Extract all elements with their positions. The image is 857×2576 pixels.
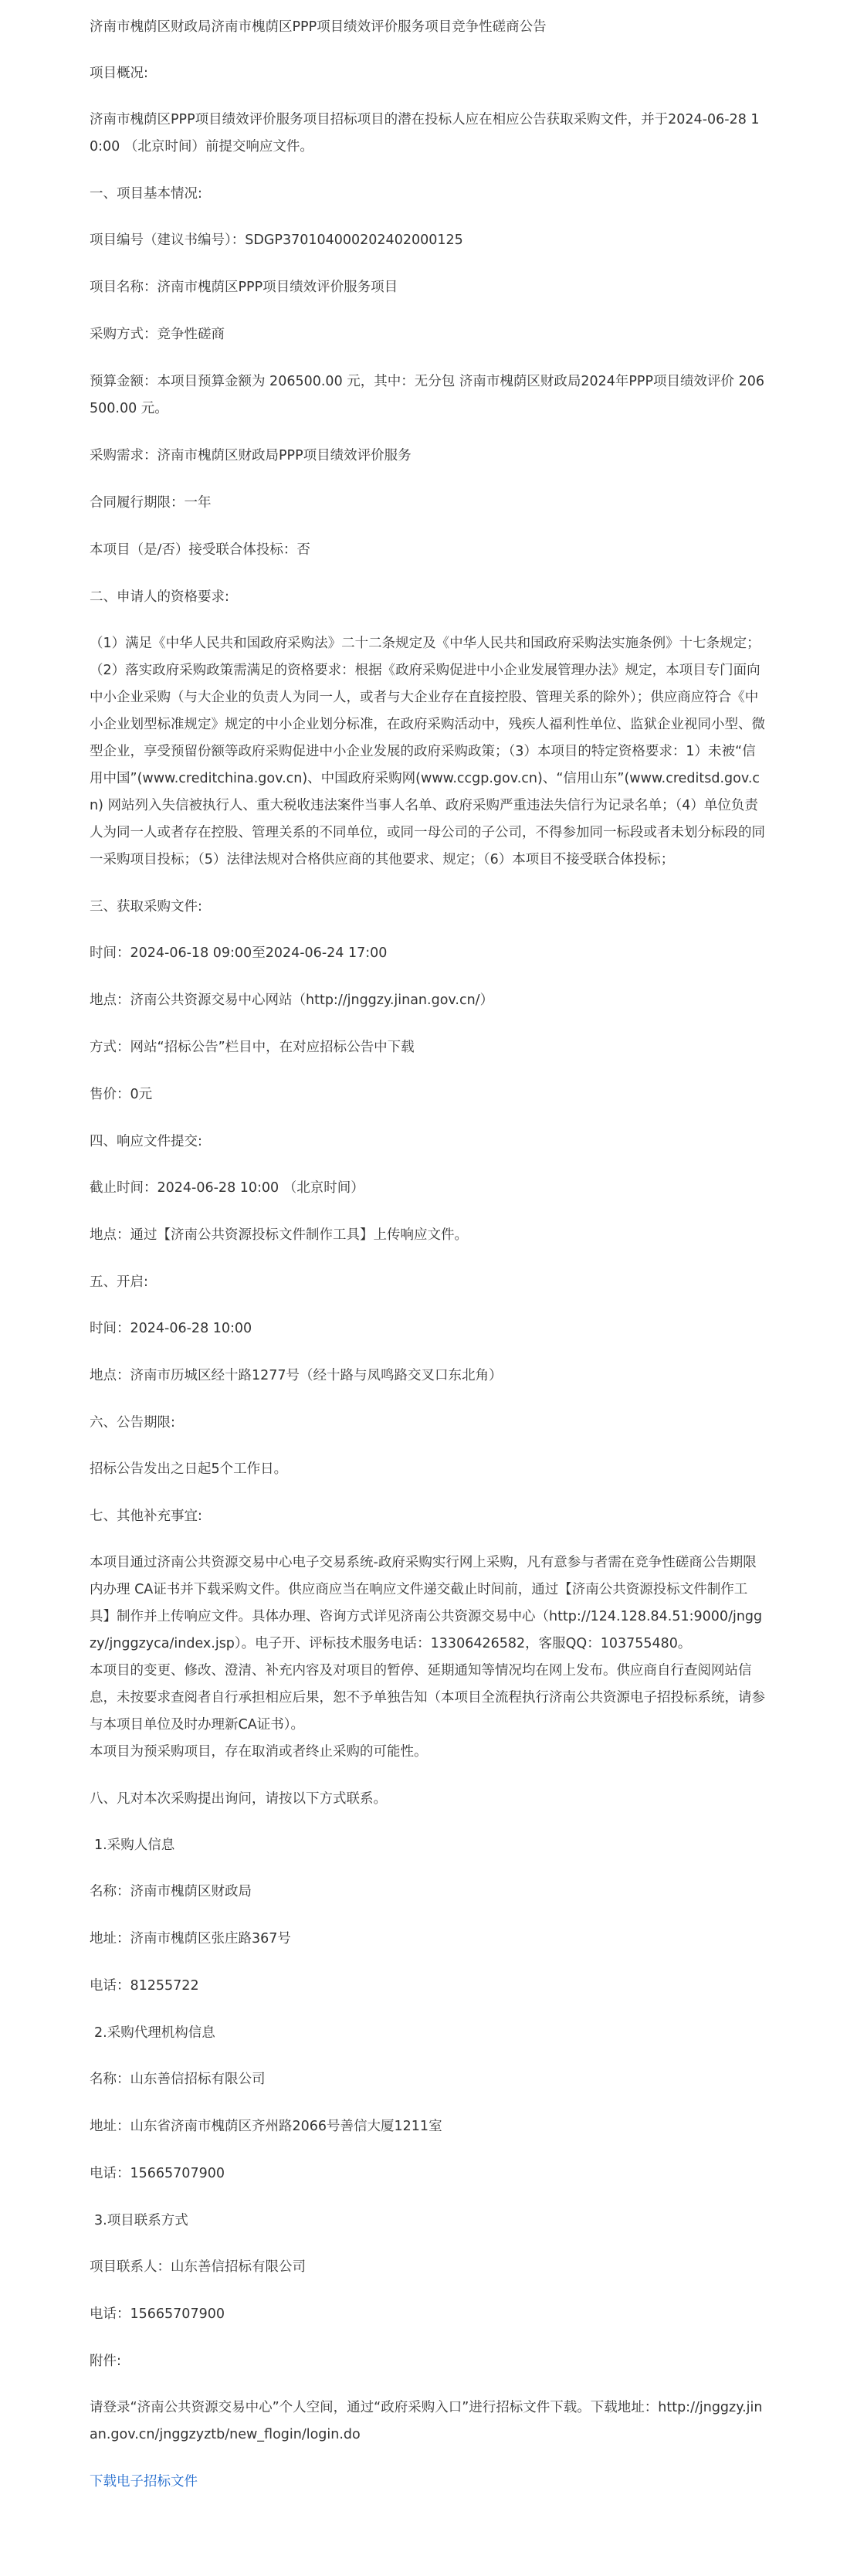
download-tender-link[interactable]: 下载电子招标文件 — [90, 2474, 198, 2489]
supplementary-para-1: 本项目通过济南公共资源交易中心电子交易系统-政府采购实行网上采购，凡有意参与者需在竞争性磋商公告期限内办理 CA证书并下载采购文件。供应商应当在响应文件递交截止时间前，通过【济南公共资源投标文件制作工具】制作并上传响应文件。具体办理、咨询方式详见济南公共资源交易中心（http://124.128.84.51:9000/jnggzy/jnggzyca/index.jsp）。电子开、评标技术服务电话：13306426582，客服QQ：103755480。 — [90, 1555, 763, 1651]
overview-heading: 项目概况: — [90, 66, 148, 81]
contact-heading: 3.项目联系方式 — [94, 2213, 188, 2228]
purchaser-address: 地址：济南市槐荫区张庄路367号 — [90, 1931, 291, 1946]
obtain-place: 地点：济南公共资源交易中心网站（http://jnggzy.jinan.gov.cn/） — [90, 993, 494, 1008]
announcement-period: 招标公告发出之日起5个工作日。 — [90, 1461, 288, 1477]
opening-place: 地点：济南市历城区经十路1277号（经十路与凤鸣路交叉口东北角） — [90, 1368, 503, 1383]
contact-phone: 电话：15665707900 — [90, 2306, 225, 2322]
obtain-time: 时间：2024-06-18 09:00至2024-06-24 17:00 — [90, 945, 388, 961]
purchaser-name: 名称：济南市槐荫区财政局 — [90, 1884, 252, 1899]
section-6-heading: 六、公告期限: — [90, 1415, 175, 1431]
obtain-method: 方式：网站“招标公告”栏目中，在对应招标公告中下载 — [90, 1040, 415, 1055]
procurement-method: 采购方式：竞争性磋商 — [90, 327, 225, 342]
procurement-demand: 采购需求：济南市槐荫区财政局PPP项目绩效评价服务 — [90, 448, 412, 463]
budget-amount: 预算金额：本项目预算金额为 206500.00 元，其中：无分包 济南市槐荫区财政局2024年PPP项目绩效评价 206500.00 元。 — [90, 374, 764, 416]
consortium-bid: 本项目（是/否）接受联合体投标：否 — [90, 542, 310, 558]
attachment-instructions: 请登录“济南公共资源交易中心”个人空间，通过“政府采购入口”进行招标文件下载。下载地址：http://jnggzy.jinan.gov.cn/jnggzyztb/new_flogin/login.do — [90, 2400, 763, 2442]
contract-period: 合同履行期限：一年 — [90, 495, 212, 511]
purchaser-phone: 电话：81255722 — [90, 1978, 199, 1994]
agency-heading: 2.采购代理机构信息 — [94, 2025, 215, 2041]
qualification-requirements: （1）满足《中华人民共和国政府采购法》二十二条规定及《中华人民共和国政府采购法实施条例》十七条规定；（2）落实政府采购政策需满足的资格要求：根据《政府采购促进中小企业发展管理办法》规定，本项目专门面向中小企业采购（与大企业的负责人为同一人，或者与大企业存在直接控股、管理关系的除外）；供应商应符合《中小企业划型标准规定》规定的中小企业划分标准，在政府采购活动中，残疾人福利性单位、监狱企业视同小型、微型企业，享受预留份额等政府采购促进中小企业发展的政府采购政策；（3）本项目的特定资格要求：1）未被“信用中国”(www.creditchina.gov.cn)、中国政府采购网(www.ccgp.gov.cn)、“信用山东”(www.creditsd.gov.cn) 网站列入失信被执行人、重大税收违法案件当事人名单、政府采购严重违法失信行为记录名单；（4）单位负责人为同一人或者存在控股、管理关系的不同单位，或同一母公司的子公司，不得参加同一标段或者未划分标段的同一采购项目投标；（5）法律法规对合格供应商的其他要求、规定；（6）本项目不接受联合体投标； — [90, 636, 765, 867]
section-8-heading: 八、凡对本次采购提出询问，请按以下方式联系。 — [90, 1791, 387, 1807]
agency-name: 名称：山东善信招标有限公司 — [90, 2072, 266, 2087]
section-4-heading: 四、响应文件提交: — [90, 1134, 202, 1149]
submission-place: 地点：通过【济南公共资源投标文件制作工具】上传响应文件。 — [90, 1227, 468, 1243]
opening-time: 时间：2024-06-28 10:00 — [90, 1321, 252, 1336]
agency-phone: 电话：15665707900 — [90, 2166, 225, 2181]
document-price: 售价：0元 — [90, 1087, 153, 1102]
supplementary-para-2: 本项目的变更、修改、澄清、补充内容及对项目的暂停、延期通知等情况均在网上发布。供应商自行查阅网站信息，未按要求查阅者自行承担相应后果，恕不予单独告知（本项目全流程执行济南公共资源电子招投标系统，请参与本项目单位及时办理新CA证书）。 — [90, 1663, 765, 1733]
agency-address: 地址：山东省济南市槐荫区齐州路2066号善信大厦1211室 — [90, 2119, 442, 2134]
overview-text: 济南市槐荫区PPP项目绩效评价服务项目招标项目的潜在投标人应在相应公告获取采购文件，并于2024-06-28 10:00 （北京时间）前提交响应文件。 — [90, 112, 760, 154]
submission-deadline: 截止时间：2024-06-28 10:00 （北京时间） — [90, 1180, 364, 1196]
page-title: 济南市槐荫区财政局济南市槐荫区PPP项目绩效评价服务项目竞争性磋商公告 — [90, 19, 547, 35]
section-1-heading: 一、项目基本情况: — [90, 186, 202, 202]
project-number: 项目编号（建议书编号）：SDGP370104000202402000125 — [90, 232, 463, 248]
section-2-heading: 二、申请人的资格要求: — [90, 589, 229, 605]
contact-person: 项目联系人：山东善信招标有限公司 — [90, 2259, 306, 2275]
section-7-heading: 七、其他补充事宜: — [90, 1509, 202, 1524]
section-3-heading: 三、获取采购文件: — [90, 899, 202, 915]
project-name: 项目名称：济南市槐荫区PPP项目绩效评价服务项目 — [90, 280, 398, 295]
purchaser-heading: 1.采购人信息 — [94, 1838, 175, 1853]
supplementary-para-3: 本项目为预采购项目，存在取消或者终止采购的可能性。 — [90, 1744, 428, 1760]
section-5-heading: 五、开启: — [90, 1274, 148, 1290]
attachment-heading: 附件: — [90, 2354, 121, 2369]
